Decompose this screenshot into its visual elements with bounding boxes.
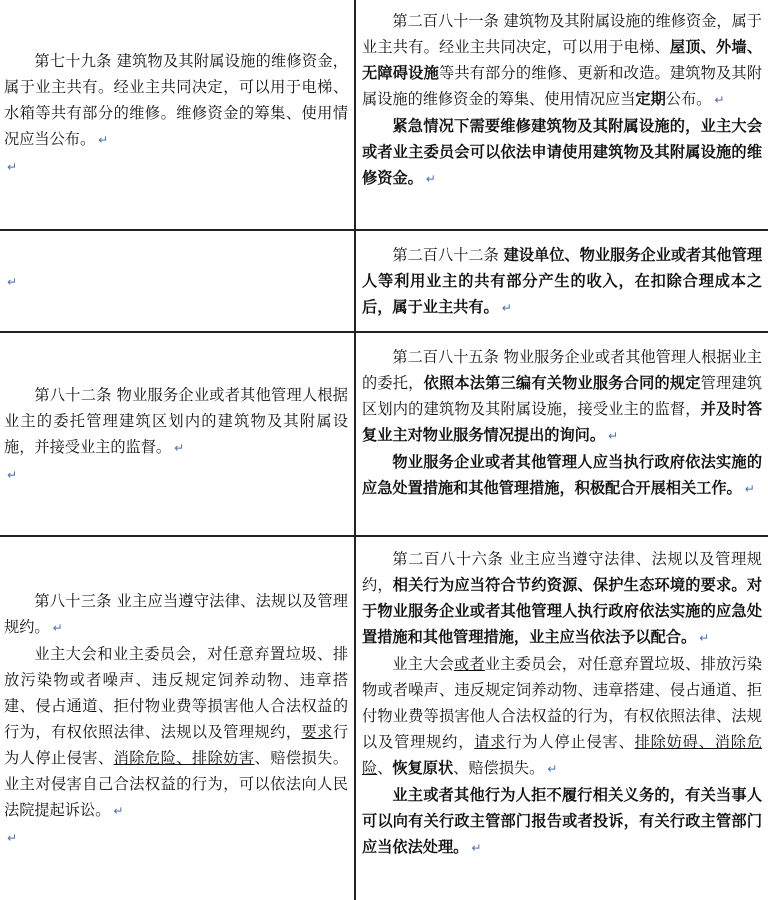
paragraph-mark-icon: ↵ — [547, 762, 558, 776]
underlined-text: 排除妨碍、消除危险 — [362, 733, 763, 777]
paragraph-mark-icon: ↵ — [98, 133, 109, 147]
paragraph — [362, 242, 762, 321]
text-run: 等共有部分的维修、更新和改造。建筑物及其附属设施的维修资金的筹集、使用情况应当 — [362, 64, 763, 108]
empty-paragraph — [4, 153, 348, 179]
bold-text: 建设单位、物业服务企业或者其他管理人等利用业主的共有部分产生的收入，在扣除合理成本之后，属于业主共有。 — [362, 246, 762, 316]
paragraph — [4, 641, 348, 824]
paragraph — [362, 344, 762, 449]
paragraph — [362, 546, 762, 651]
underlined-text: 请求 — [474, 733, 507, 751]
paragraph — [4, 382, 348, 461]
text-run: 、赔偿损失。 — [453, 759, 545, 777]
paragraph-mark-icon: ↵ — [425, 172, 436, 186]
paragraph — [362, 113, 762, 192]
bold-text: 恢复原状 — [392, 759, 454, 777]
bold-text: 并及时答复业主对物业服务情况提出的询问。 — [362, 400, 763, 444]
empty-paragraph — [4, 268, 348, 294]
text-run: 、 — [377, 759, 393, 777]
bold-text: 相关行为应当符合节约资源、保护生态环境的要求。对于物业服务企业或者其他管理人执行政府依法实施的应急处置措施和其他管理措施，业主应当依法予以配合。 — [362, 576, 763, 646]
text-run: 第二百八十二条 — [392, 246, 504, 264]
paragraph-mark-icon: ↵ — [501, 301, 512, 315]
paragraph-mark-icon: ↵ — [52, 621, 63, 635]
paragraph-mark-icon: ↵ — [7, 275, 18, 289]
column-divider — [354, 0, 356, 900]
text-run: 行为人停止侵害、 — [4, 723, 349, 767]
paragraph — [4, 588, 348, 641]
old-article-82 — [0, 382, 354, 487]
row-divider-3 — [0, 535, 768, 537]
bold-text: 定期 — [635, 90, 666, 108]
text-run: 公布。 — [665, 90, 712, 108]
bold-text: 物业服务企业或者其他管理人应当执行政府依法实施的应急处置措施和其他管理措施，积极配合开展相关工作。 — [362, 453, 762, 497]
text-run: 业主大会和业主委员会，对任意弃置垃圾、排放污染物或者噪声、违反规定饲养动物、违章搭建、侵占通道、拒付物业费等损害他人合法权益的行为，有权依照法律、法规以及管理规约， — [4, 645, 348, 741]
underlined-text: 或者 — [454, 655, 485, 673]
new-article-281 — [358, 8, 768, 192]
paragraph — [362, 782, 762, 861]
text-run: 业主大会 — [392, 655, 455, 673]
underlined-text: 要求 — [301, 723, 333, 741]
old-article-79 — [0, 48, 354, 179]
row-divider-2 — [0, 331, 768, 333]
bold-text: 紧急情况下需要维修建筑物及其附属设施的，业主大会或者业主委员会可以依法申请使用建筑物及其附属设施的维修资金。 — [362, 117, 762, 187]
bold-text: 依照本法第三编有关物业服务合同的规定 — [423, 374, 701, 392]
text-run: 第七十九条 建筑物及其附属设施的维修资金，属于业主共有。经业主共同决定，可以用于电梯、水箱等共有部分的维修。维修资金的筹集、使用情况应当公布。 — [4, 52, 348, 148]
text-run: 第八十三条 业主应当遵守法律、法规以及管理规约。 — [4, 592, 348, 636]
new-article-285 — [358, 344, 768, 502]
bold-text: 屋顶、外墙、无障碍设施 — [362, 38, 763, 82]
paragraph-mark-icon: ↵ — [699, 631, 710, 645]
text-run: 管理建筑区划内的建筑物及其附属设施，接受业主的监督， — [362, 374, 763, 418]
paragraph — [362, 651, 762, 782]
paragraph — [4, 48, 348, 153]
text-run: 第八十二条 物业服务企业或者其他管理人根据业主的委托管理建筑区划内的建筑物及其附属设施，并接受业主的监督。 — [4, 386, 348, 456]
bold-text: 业主或者其他行为人拒不履行相关义务的，有关当事人可以向有关行政主管部门报告或者投诉，有关行政主管部门应当依法处理。 — [362, 786, 762, 856]
paragraph-mark-icon: ↵ — [744, 482, 755, 496]
text-run: 第二百八十一条 建筑物及其附属设施的维修资金，属于业主共有。经业主共同决定，可以用于电梯、 — [362, 12, 762, 56]
paragraph-mark-icon: ↵ — [714, 93, 725, 107]
old-article-83 — [0, 588, 354, 850]
text-run: 行为人停止侵害、 — [506, 733, 635, 751]
old-empty-cell — [0, 268, 354, 294]
row-divider-1 — [0, 229, 768, 231]
underlined-text: 消除危险、排除妨害 — [113, 749, 255, 767]
paragraph — [362, 449, 762, 502]
paragraph-mark-icon: ↵ — [7, 468, 18, 482]
text-run: 第二百八十五条 物业服务企业或者其他管理人根据业主的委托， — [362, 348, 762, 392]
empty-paragraph — [4, 461, 348, 487]
paragraph-mark-icon: ↵ — [608, 429, 619, 443]
text-run: 、赔偿损失。业主对侵害自己合法权益的行为，可以依法向人民法院提起诉讼。 — [4, 749, 349, 819]
paragraph-mark-icon: ↵ — [174, 441, 185, 455]
paragraph-mark-icon: ↵ — [471, 841, 482, 855]
text-run: 第二百八十六条 业主应当遵守法律、法规以及管理规约， — [362, 550, 762, 594]
empty-paragraph — [4, 824, 348, 850]
paragraph — [362, 8, 762, 113]
text-run: 业主委员会，对任意弃置垃圾、排放污染物或者噪声、违反规定饲养动物、违章搭建、侵占通道、拒付物业费等损害他人合法权益的行为，有权依照法律、法规以及管理规约， — [362, 655, 763, 751]
paragraph-mark-icon: ↵ — [7, 160, 18, 174]
new-article-286 — [358, 546, 768, 861]
paragraph-mark-icon: ↵ — [7, 831, 18, 845]
new-article-282 — [358, 242, 768, 321]
paragraph-mark-icon: ↵ — [113, 804, 124, 818]
